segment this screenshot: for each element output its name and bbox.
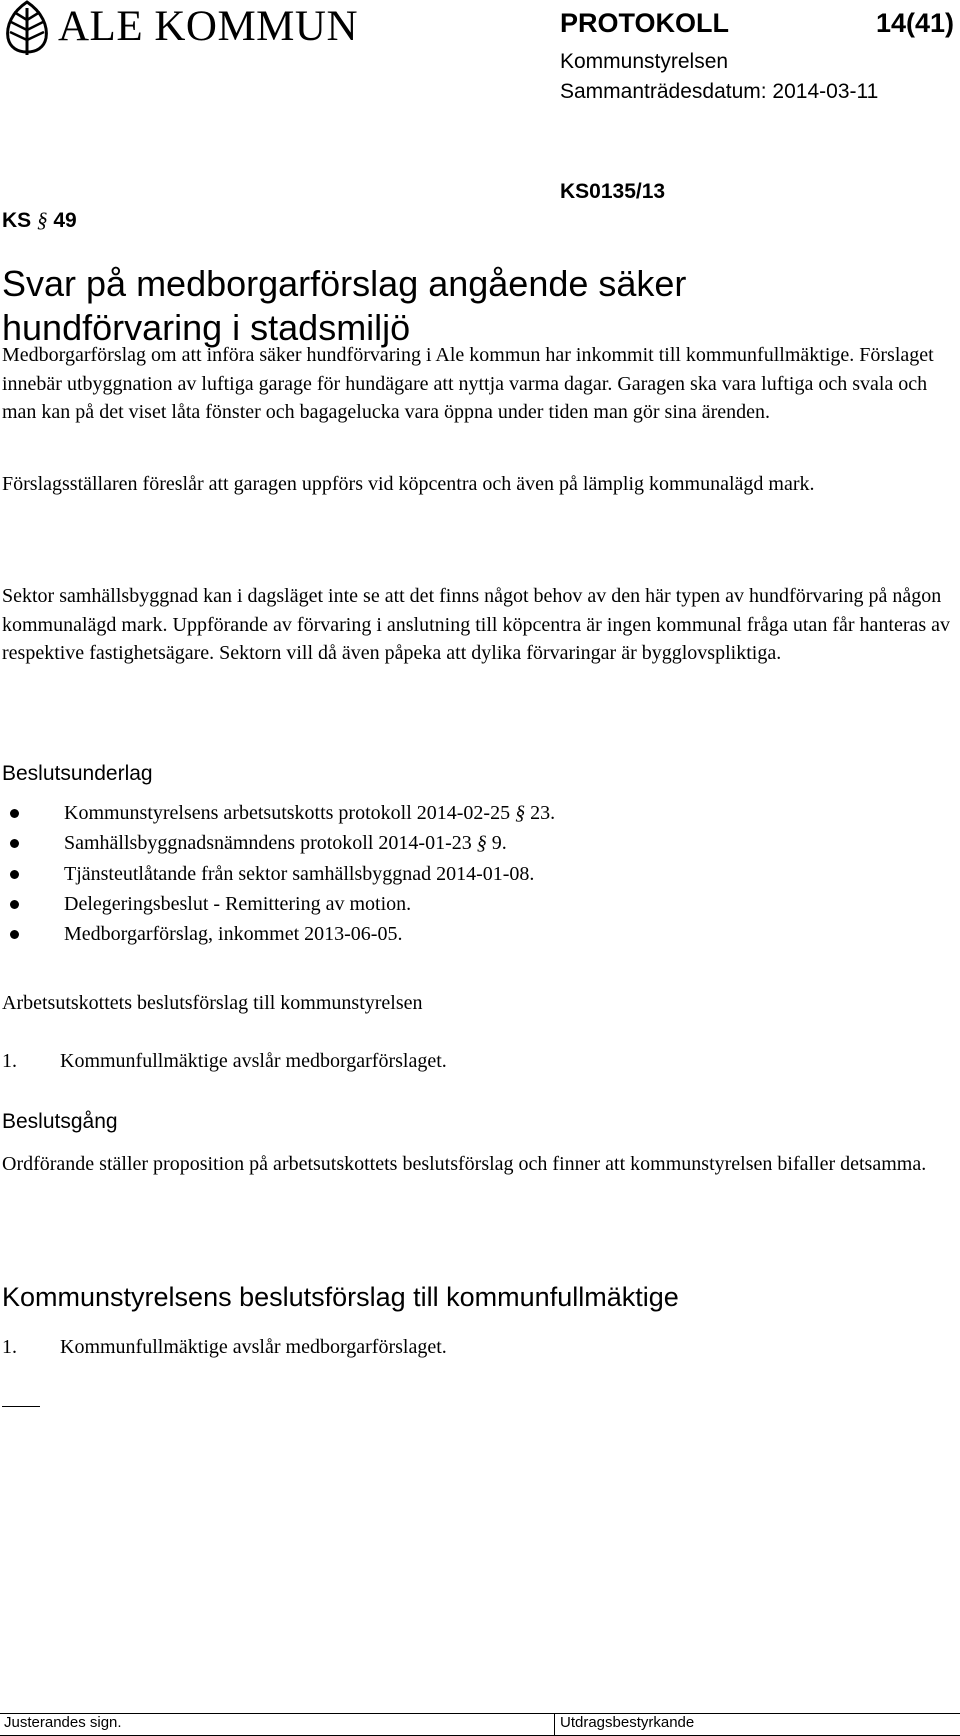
logo-wordmark: ALE KOMMUN bbox=[58, 3, 359, 50]
bullet-icon bbox=[10, 930, 19, 939]
item-text: Kommunfullmäktige avslår medborgarförslaget. bbox=[60, 1336, 447, 1358]
item-number: 1. bbox=[2, 1050, 17, 1072]
ks-forslag-item bbox=[2, 1336, 447, 1359]
footer-divider-top bbox=[0, 1713, 960, 1714]
municipality-logo bbox=[2, 0, 382, 58]
document-type: PROTOKOLL bbox=[560, 8, 730, 38]
meeting-date: Sammanträdesdatum: 2014-03-11 bbox=[560, 80, 879, 103]
organ-name: Kommunstyrelsen bbox=[560, 50, 729, 73]
beslutsgang-text: Ordförande ställer proposition på arbetsutskottets beslutsförslag och finner att kommunstyrelsen bifaller detsamma. bbox=[2, 1153, 927, 1175]
section-value: 49 bbox=[53, 209, 77, 232]
section-sign-icon: § bbox=[37, 208, 48, 232]
body-paragraph-2: Förslagsställaren föreslår att garagen uppförs vid köpcentra och även på lämplig kommunalägd mark. bbox=[2, 473, 815, 495]
section-prefix: KS bbox=[2, 209, 32, 232]
body-paragraph-3: Sektor samhällsbyggnad kan i dagsläget inte se att det finns något behov av den här typen av hundförvaring på någon kommunalägd mark. Uppförande av förvaring i anslutning till köpcentra är ingen kommunal fråga utan får hanteras av respektive fastighetsägare. Sektorn vill då även påpeka att dylika förvaringar är bygglovspliktiga. bbox=[2, 585, 951, 665]
separator-line bbox=[2, 1406, 40, 1407]
beslutsunderlag-list bbox=[0, 798, 900, 949]
bullet-icon bbox=[10, 839, 19, 848]
list-item: Tjänsteutlåtande från sektor samhällsbyggnad 2014-01-08. bbox=[0, 859, 900, 889]
footer-certification-label: Utdragsbestyrkande bbox=[560, 1714, 695, 1731]
section-number bbox=[2, 208, 77, 233]
list-item: Medborgarförslag, inkommet 2013-06-05. bbox=[0, 919, 900, 949]
diary-number: KS0135/13 bbox=[560, 180, 666, 203]
au-forslag-item bbox=[2, 1050, 447, 1073]
item-text: Kommunfullmäktige avslår medborgarförslaget. bbox=[60, 1050, 447, 1072]
bullet-icon bbox=[10, 809, 19, 818]
bullet-icon bbox=[10, 870, 19, 879]
footer-divider-vertical bbox=[554, 1713, 555, 1736]
beslutsunderlag-heading: Beslutsunderlag bbox=[2, 762, 153, 785]
body-paragraph-1: Medborgarförslag om att införa säker hundförvaring i Ale kommun har inkommit till kommunfullmäktige. Förslaget innebär utbyggnation av luftiga garage för hundägare att nyttja varma dagar. Garagen ska vara luftiga och svala och man kan på det viset låta fönster och bagagelucka vara öppna under tiden man gör sina ärenden. bbox=[2, 344, 934, 424]
au-forslag-heading: Arbetsutskottets beslutsförslag till kommunstyrelsen bbox=[2, 992, 423, 1014]
case-title: Svar på medborgarförslag angående säker hundförvaring i stadsmiljö bbox=[2, 263, 687, 348]
ks-forslag-heading: Kommunstyrelsens beslutsförslag till kommunfullmäktige bbox=[2, 1282, 679, 1312]
bullet-icon bbox=[10, 900, 19, 909]
footer-signature-label: Justerandes sign. bbox=[4, 1714, 122, 1731]
item-number: 1. bbox=[2, 1336, 17, 1358]
leaf-emblem-icon bbox=[2, 0, 52, 56]
list-item: Kommunstyrelsens arbetsutskotts protokoll 2014-02-25 § 23. bbox=[0, 798, 900, 828]
list-item: Delegeringsbeslut - Remittering av motion. bbox=[0, 889, 900, 919]
beslutsgang-heading: Beslutsgång bbox=[2, 1110, 118, 1133]
list-item: Samhällsbyggnadsnämndens protokoll 2014-01-23 § 9. bbox=[0, 828, 900, 858]
page-number: 14(41) bbox=[875, 8, 954, 38]
